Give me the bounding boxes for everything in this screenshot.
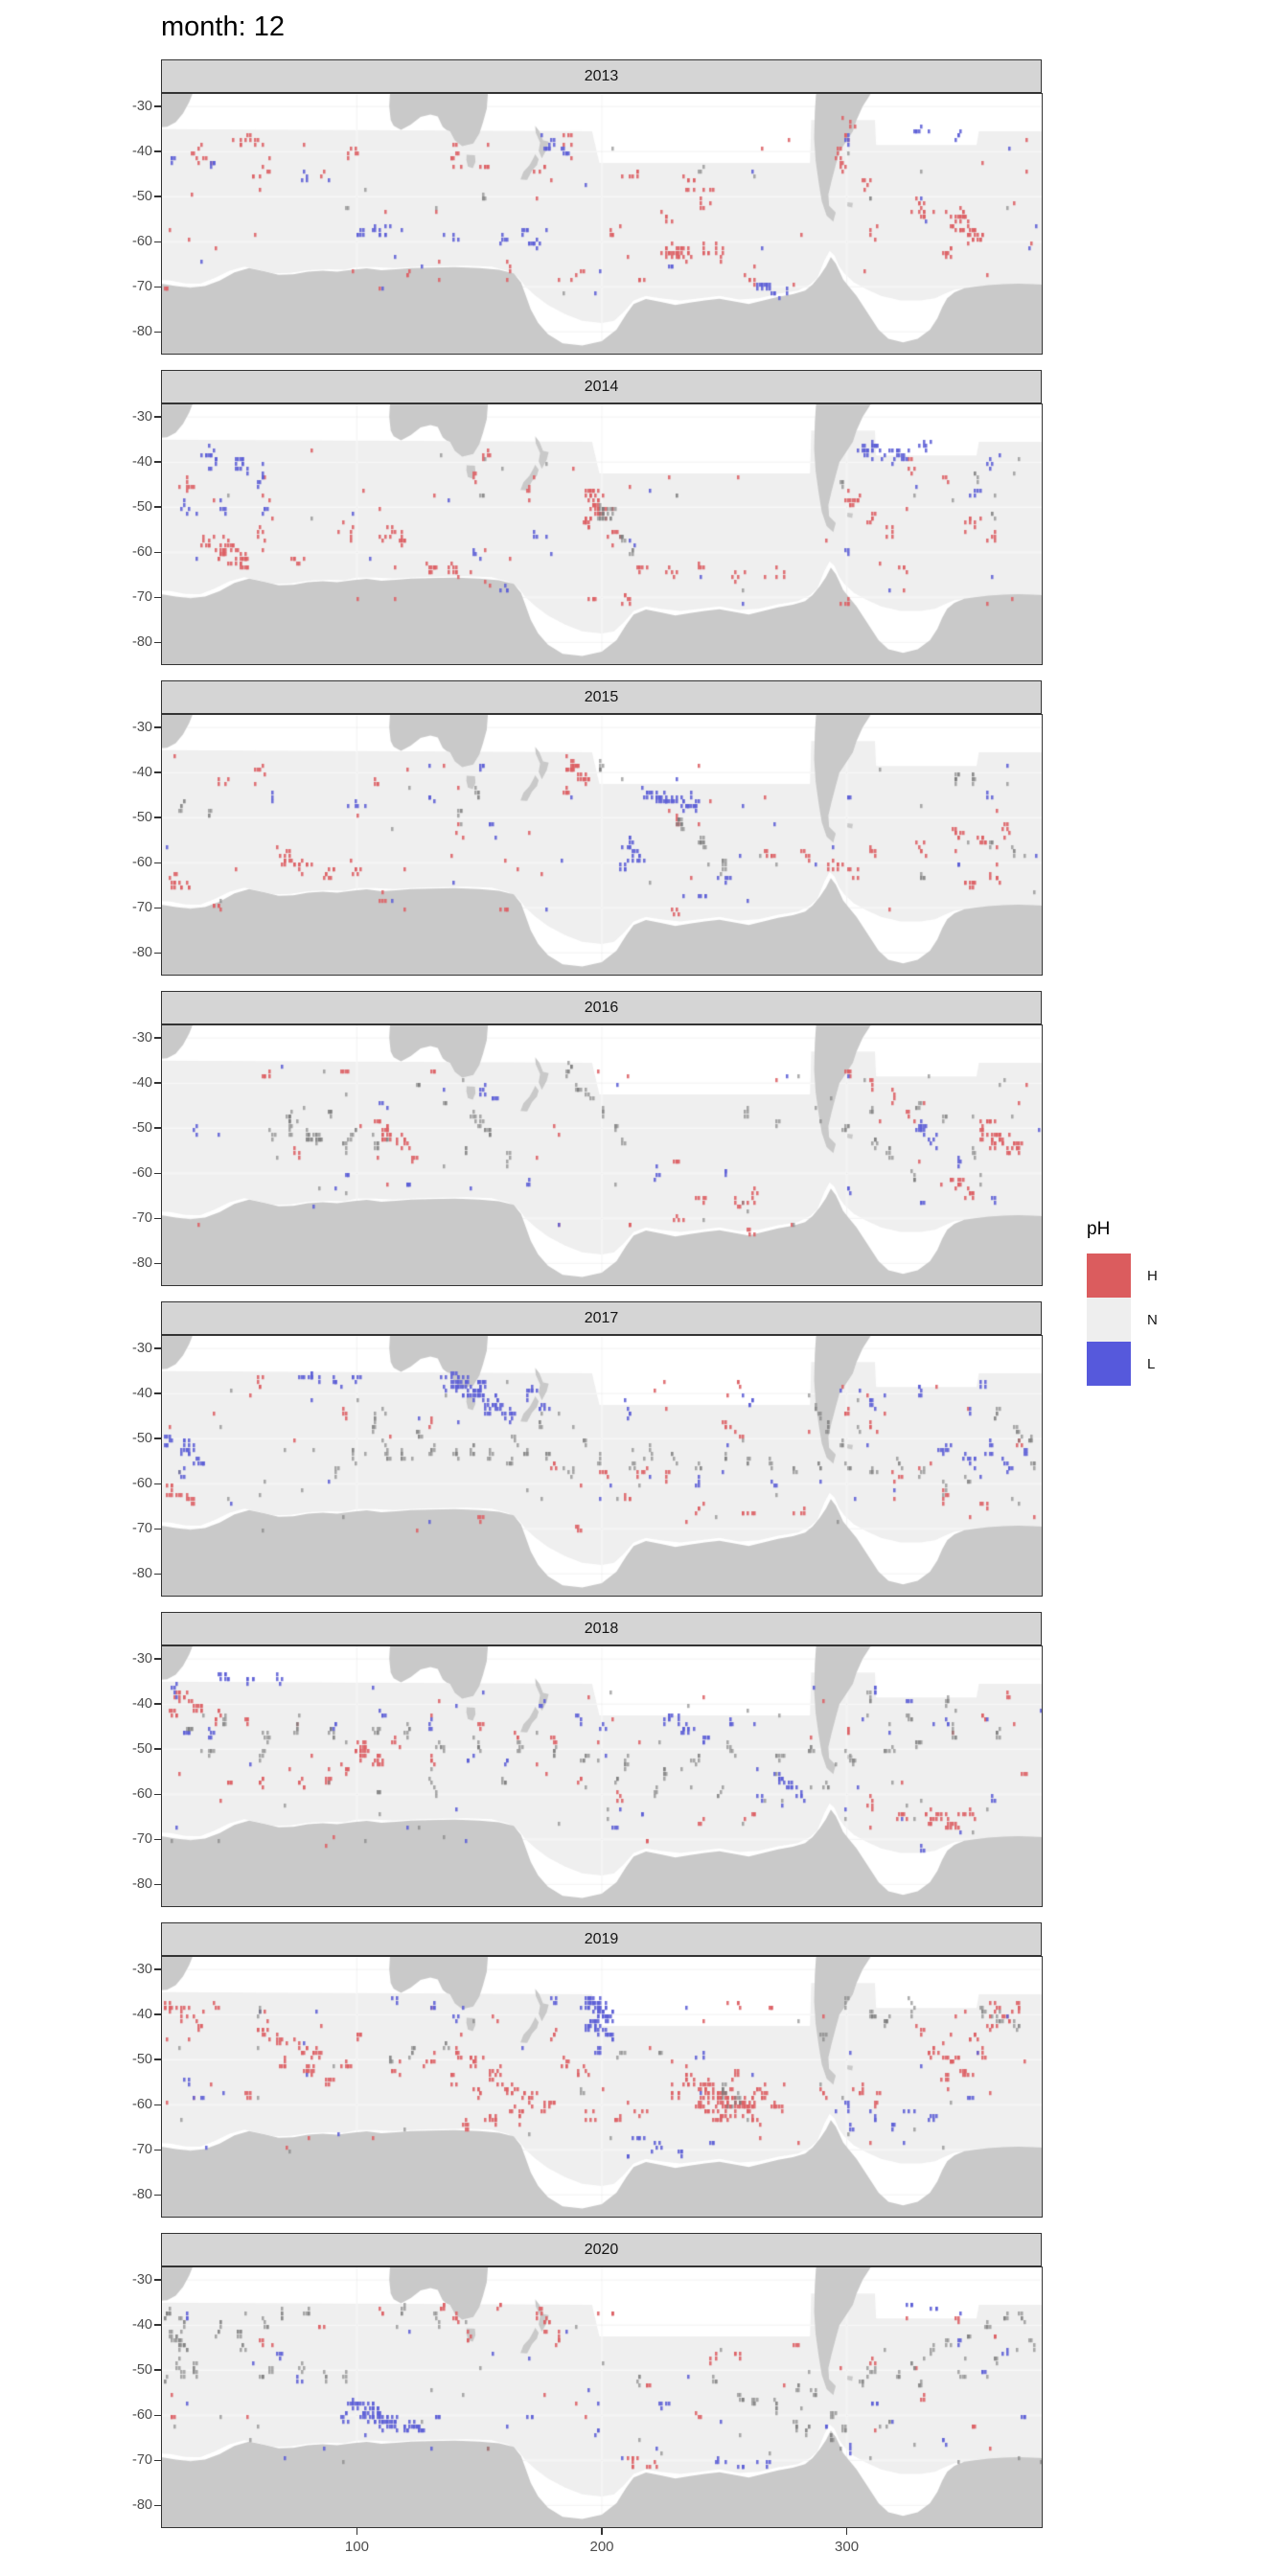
map-canvas-2014: [161, 403, 1043, 665]
y-tick-mark: [154, 150, 161, 152]
y-tick-label: -60: [132, 544, 152, 561]
map-canvas-2020: [161, 2266, 1043, 2528]
y-tick-mark: [154, 1347, 161, 1349]
y-tick-label: -60: [132, 2407, 152, 2424]
y-tick-label: -60: [132, 1165, 152, 1182]
map-panel-2013: [161, 93, 1043, 355]
y-tick-label: -30: [132, 1341, 152, 1357]
y-tick-label: -30: [132, 720, 152, 736]
legend-label-n: N: [1147, 1311, 1158, 1328]
y-tick-mark: [154, 908, 161, 909]
y-tick-mark: [154, 1968, 161, 1970]
y-tick-label: -30: [132, 99, 152, 115]
y-tick-label: -30: [132, 1651, 152, 1668]
y-tick-label: -80: [132, 1255, 152, 1272]
y-tick-mark: [154, 1574, 161, 1576]
facet-strip-2016: 2016: [161, 991, 1042, 1024]
facet-strip-2018: 2018: [161, 1612, 1042, 1645]
y-tick-mark: [154, 2369, 161, 2371]
legend-key-n: [1087, 1298, 1158, 1342]
y-tick-label: -40: [132, 144, 152, 160]
y-tick-mark: [154, 2505, 161, 2507]
x-tick-label: 200: [589, 2539, 614, 2555]
facet-strip-2020: 2020: [161, 2233, 1042, 2266]
legend-key-l: [1087, 1342, 1158, 1386]
y-tick-label: -40: [132, 1075, 152, 1092]
y-tick-mark: [154, 2013, 161, 2015]
y-tick-mark: [154, 416, 161, 418]
y-tick-mark: [154, 2058, 161, 2060]
y-tick-mark: [154, 726, 161, 728]
y-tick-mark: [154, 597, 161, 599]
y-tick-mark: [154, 642, 161, 644]
y-tick-label: -50: [132, 2362, 152, 2379]
y-tick-mark: [154, 506, 161, 508]
y-tick-mark: [154, 2324, 161, 2326]
y-tick-mark: [154, 1794, 161, 1796]
y-tick-mark: [154, 287, 161, 288]
y-tick-label: -70: [132, 1831, 152, 1848]
y-tick-mark: [154, 816, 161, 818]
facet-strip-2019: 2019: [161, 1922, 1042, 1956]
x-tick-label: 100: [344, 2539, 369, 2555]
map-canvas-2013: [161, 93, 1043, 355]
legend-key-h: [1087, 1254, 1158, 1298]
y-tick-mark: [154, 1884, 161, 1886]
y-tick-mark: [154, 771, 161, 773]
map-canvas-2015: [161, 714, 1043, 976]
y-tick-mark: [154, 461, 161, 463]
y-tick-mark: [154, 1703, 161, 1705]
map-canvas-2017: [161, 1335, 1043, 1597]
y-tick-mark: [154, 1082, 161, 1084]
x-tick-mark: [601, 2528, 603, 2535]
y-tick-label: -40: [132, 1386, 152, 1402]
y-tick-mark: [154, 552, 161, 554]
y-tick-mark: [154, 2195, 161, 2196]
y-tick-label: -60: [132, 855, 152, 871]
y-tick-label: -50: [132, 810, 152, 826]
y-tick-mark: [154, 953, 161, 954]
y-tick-label: -80: [132, 1566, 152, 1582]
map-canvas-2018: [161, 1645, 1043, 1907]
y-tick-label: -40: [132, 454, 152, 471]
y-tick-label: -40: [132, 2007, 152, 2023]
y-tick-label: -60: [132, 1786, 152, 1803]
facet-strip-2013: 2013: [161, 59, 1042, 93]
map-panel-2016: [161, 1024, 1043, 1286]
legend: [1087, 1219, 1158, 1386]
y-tick-mark: [154, 2415, 161, 2417]
y-tick-label: -50: [132, 1431, 152, 1447]
legend-swatch-h: [1087, 1254, 1131, 1298]
y-tick-mark: [154, 1037, 161, 1039]
y-tick-mark: [154, 1173, 161, 1175]
facet-strip-2014: 2014: [161, 370, 1042, 403]
y-tick-label: -50: [132, 1741, 152, 1758]
y-tick-mark: [154, 2150, 161, 2151]
y-tick-mark: [154, 2104, 161, 2106]
y-tick-mark: [154, 1839, 161, 1841]
y-tick-label: -80: [132, 2187, 152, 2203]
y-tick-label: -70: [132, 900, 152, 916]
y-tick-label: -30: [132, 2272, 152, 2288]
y-tick-label: -70: [132, 279, 152, 295]
y-tick-label: -50: [132, 2052, 152, 2068]
y-tick-mark: [154, 1748, 161, 1750]
y-tick-label: -80: [132, 2497, 152, 2514]
y-tick-mark: [154, 1438, 161, 1439]
y-tick-mark: [154, 332, 161, 334]
y-tick-label: -70: [132, 2142, 152, 2158]
y-tick-label: -80: [132, 1876, 152, 1893]
y-tick-label: -50: [132, 189, 152, 205]
y-tick-label: -70: [132, 2452, 152, 2469]
y-tick-mark: [154, 1658, 161, 1660]
map-panel-2018: [161, 1645, 1043, 1907]
y-tick-mark: [154, 1127, 161, 1129]
y-tick-label: -30: [132, 1030, 152, 1046]
y-tick-label: -70: [132, 589, 152, 606]
x-tick-mark: [356, 2528, 358, 2535]
y-tick-mark: [154, 196, 161, 197]
map-panel-2015: [161, 714, 1043, 976]
facet-strip-2015: 2015: [161, 680, 1042, 714]
x-tick-mark: [846, 2528, 848, 2535]
x-tick-label: 300: [835, 2539, 860, 2555]
map-panel-2020: [161, 2266, 1043, 2528]
y-tick-mark: [154, 1263, 161, 1265]
y-tick-mark: [154, 862, 161, 864]
y-tick-mark: [154, 2279, 161, 2281]
legend-label-l: L: [1147, 1355, 1156, 1372]
y-tick-label: -30: [132, 409, 152, 426]
y-tick-mark: [154, 1484, 161, 1485]
y-tick-label: -60: [132, 2097, 152, 2113]
legend-swatch-l: [1087, 1342, 1131, 1386]
y-tick-label: -70: [132, 1210, 152, 1227]
y-tick-mark: [154, 2460, 161, 2462]
y-tick-mark: [154, 1218, 161, 1220]
y-tick-label: -30: [132, 1962, 152, 1978]
y-tick-label: -60: [132, 1476, 152, 1492]
map-panel-2019: [161, 1956, 1043, 2218]
y-tick-label: -40: [132, 765, 152, 781]
map-panel-2014: [161, 403, 1043, 665]
y-tick-label: -40: [132, 2317, 152, 2334]
y-tick-mark: [154, 242, 161, 243]
y-tick-mark: [154, 1392, 161, 1394]
legend-label-h: H: [1147, 1267, 1158, 1284]
y-tick-label: -60: [132, 234, 152, 250]
y-tick-mark: [154, 1529, 161, 1530]
y-tick-mark: [154, 105, 161, 107]
legend-swatch-n: [1087, 1298, 1131, 1342]
y-tick-label: -80: [132, 634, 152, 651]
plot-title: month: 12: [161, 12, 285, 42]
map-canvas-2016: [161, 1024, 1043, 1286]
map-canvas-2019: [161, 1956, 1043, 2218]
y-tick-label: -50: [132, 1120, 152, 1137]
facet-strip-2017: 2017: [161, 1301, 1042, 1335]
y-tick-label: -50: [132, 499, 152, 516]
y-tick-label: -80: [132, 945, 152, 961]
y-tick-label: -80: [132, 324, 152, 340]
legend-title: pH: [1087, 1219, 1111, 1239]
y-tick-label: -70: [132, 1521, 152, 1537]
y-tick-label: -40: [132, 1696, 152, 1713]
map-panel-2017: [161, 1335, 1043, 1597]
